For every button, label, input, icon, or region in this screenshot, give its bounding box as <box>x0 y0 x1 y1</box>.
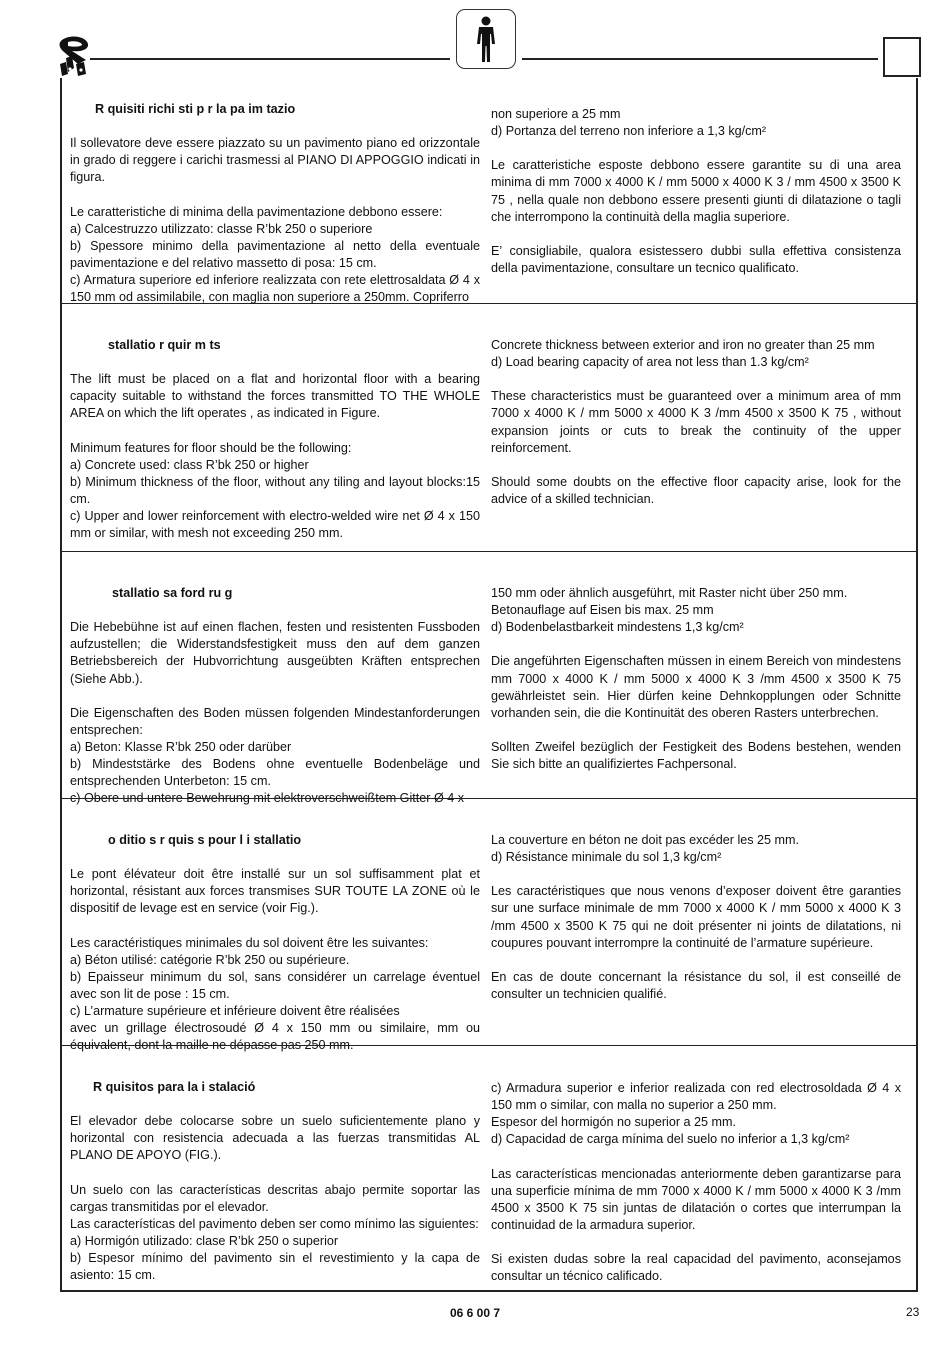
section-spanish <box>60 1045 918 1290</box>
section-spanish-right-column <box>491 1046 901 1290</box>
section-french-right-text: La couverture en béton ne doit pas excéder les 25 mm. d) Résistance minimale du sol 1,3 kg/cm² Les caractéristiques que nous venons d’exposer doivent être garanties sur une surface minimale de mm 7000 x 4000 K / mm 5000 x 4000 K 3 /mm 4500 x 3500 K 75 qui ne doit présenter ni joints de dilatations, ni coupures pouvant interrompre la continuité de l’armature supérieure. En cas de doute concernant la résistance du sol, il est conseillé de consulter un technicien qualifié. <box>491 833 901 1001</box>
section-german <box>60 551 918 806</box>
operator-figure-icon <box>457 10 515 68</box>
operator-figure-box <box>456 9 516 69</box>
section-english <box>60 303 918 551</box>
section-italian-left-text: Il sollevatore deve essere piazzato su un pavimento piano ed orizzontale in grado di reggere i carichi trasmessi al PIANO DI APPOGGIO indicati in figura. Le caratteristiche di minima della pavimentazione debbono essere: a) Calcestruzzo utilizzato: classe R’bk 250 o superiore b) Spessore minimo della pavimentazione al netto della eventuale pavimentazione e del relativo massetto di posa: 15 cm. c) Armatura superiore ed inferiore realizzata con rete elettrosaldata Ø 4 x 150 mm od assimilabile, con maglia non superiore a 250mm. Copriferro <box>70 136 480 305</box>
section-english-right-text: Concrete thickness between exterior and iron no greater than 25 mm d) Load bearing capacity of area not less than 1.3 kg/cm² These characteristics must be guaranteed over a minimum area of mm 7000 x 4000 K / mm 5000 x 4000 K 3 /mm 4500 x 3500 K 75 , without expansion joints or cuts to break the continuity of the upper reinforcement. Should some doubts on the effective floor capacity arise, look for the advice of a skilled technician. <box>491 338 901 506</box>
section-french-right-column <box>491 799 901 1045</box>
section-english-left-text: The lift must be placed on a flat and horizontal floor with a bearing capacity suitable to withstand the forces transmitted TO THE WHOLE AREA on which the lift operates , as indicated in Figure. Minimum features for floor should be the following: a) Concrete used: class R’bk 250 or higher b) Minimum thickness of the floor, without any tiling and layout blocks:15 cm. c) Upper and lower reinforcement with electro-welded wire net Ø 4 x 150 mm or similar, with mesh not exceeding 250 mm. <box>70 372 480 541</box>
header-rule-right <box>522 58 878 60</box>
section-spanish-left-text: El elevador debe colocarse sobre un suelo suficientemente plano y horizontal con resistencia adecuada a las fuerzas transmitidas AL PLANO DE APOYO (FIG.). Un suelo con las características descritas abajo permite soportar las cargas transmitidas por el elevador. Las características del pavimento deben ser como mínimo las siguientes: a) Hormigón utilizado: clase R’bk 250 o superior b) Espesor mínimo del pavimento sin el revestimiento y la capa de asiento: 15 cm. <box>70 1114 480 1283</box>
section-german-left-text: Die Hebebühne ist auf einen flachen, festen und resistenten Fussboden aufzustellen; die Widerstandsfestigkeit muss den auf dem ganzen Betriebsbereich der Hubvorrichtung ausgeübten Kräften entsprechen (Siehe Abb.). Die Eigenschaften des Boden müssen folgenden Mindestanforderungen entsprechen: a) Beton: Klasse R’bk 250 oder darüber b) Mindeststärke des Bodens ohne eventuelle Bodenbeläge und entsprechenden Unterbeton: 15 cm. c) Obere und untere Bewehrung mit elektroverschweißtem Gitter Ø 4 x <box>70 620 480 806</box>
section-spanish-title: R quisitos para la i stalació <box>93 1080 256 1095</box>
section-english-right-column <box>491 304 901 551</box>
section-french-left-text: Le pont élévateur doit être installé sur un sol suffisamment plat et horizontal, résistant aux forces transmises SUR TOUTE LA ZONE où le dispositif de levage est en service (voir Fig.). Les caractéristiques minimales du sol doivent être les suivantes: a) Béton utilisé: catégorie R’bk 250 ou supérieure. b) Epaisseur minimum du sol, sans considérer un carrelage éventuel avec son lit de pose : 15 cm. c) L’armature supérieure et inférieure doivent être réalisées avec un grillage électrosoudé Ø 4 x 150 mm ou similaire, mm ou équivalent, dont la maille ne dépasse pas 250 mm. <box>70 867 480 1053</box>
lift-logo-icon <box>56 34 96 78</box>
section-italian <box>60 80 918 303</box>
section-french <box>60 798 918 1053</box>
section-german-right-column <box>491 552 901 798</box>
corner-marker-box <box>883 37 921 77</box>
document-code: 06 6 00 7 <box>449 1306 501 1320</box>
section-english-title: stallatio r quir m ts <box>108 338 221 353</box>
section-italian-left-column <box>70 80 480 303</box>
section-english-left-column <box>70 304 480 551</box>
section-french-left-column <box>70 799 480 1053</box>
header-rule-left <box>90 58 450 60</box>
section-german-left-column <box>70 552 480 806</box>
section-german-right-text: 150 mm oder ähnlich ausgeführt, mit Raster nicht über 250 mm. Betonauflage auf Eisen bis max. 25 mm d) Bodenbelastbarkeit mindestens 1,3 kg/cm² Die angeführten Eigenschaften müssen in einem Bereich von mindestens mm 7000 x 4000 K / mm 5000 x 4000 K 3 /mm 4500 x 3500 K 75 gewährleistet sein. Hier dürfen keine Dehnkopplungen oder Schnitte vorhanden sein, die die Kontinuität des oberen Rasters unterbrechen. Sollten Zweifel bezüglich der Festigkeit des Bodens bestehen, wenden Sie sich bitte an qualifiziertes Fachpersonal. <box>491 586 901 772</box>
section-italian-title: R quisiti richi sti p r la pa im tazio <box>95 102 296 117</box>
section-italian-right-text: non superiore a 25 mm d) Portanza del terreno non inferiore a 1,3 kg/cm² Le caratteristiche esposte debbono essere garantite su di una area minima di mm 7000 x 4000 K / mm 5000 x 4000 K 3 / mm 4500 x 3500 K 75 , nella quale non debbono essere presenti giunti di dilatazione o tagli che interrompono la continuità della maglia superiore. E’ consigliabile, qualora esistessero dubbi sulla effettiva consistenza della pavimentazione, consultare un tecnico qualificato. <box>491 107 901 275</box>
page-number: 23 <box>906 1305 920 1319</box>
section-italian-right-column <box>491 80 901 303</box>
section-german-title: stallatio sa ford ru g <box>112 586 233 601</box>
section-french-title: o ditio s r quis s pour l i stallatio <box>108 833 302 848</box>
section-spanish-left-column <box>70 1046 480 1290</box>
section-spanish-right-text: c) Armadura superior e inferior realizada con red electrosoldada Ø 4 x 150 mm o similar, con malla no superior a 250 mm. Espesor del hormigón no superior a 25 mm. d) Capacidad de carga mínima del suelo no inferior a 1,3 kg/cm² Las características mencionadas anteriormente deben garantizarse para una superficie mínima de mm 7000 x 4000 K / mm 5000 x 4000 K 3 /mm 4500 x 3500 K 75 sin juntas de dilatación o cortes que interrumpan la continuidad de la armadura superior. Si existen dudas sobre la real capacidad del pavimento, aconsejamos consultar un técnico calificado. <box>491 1081 901 1284</box>
